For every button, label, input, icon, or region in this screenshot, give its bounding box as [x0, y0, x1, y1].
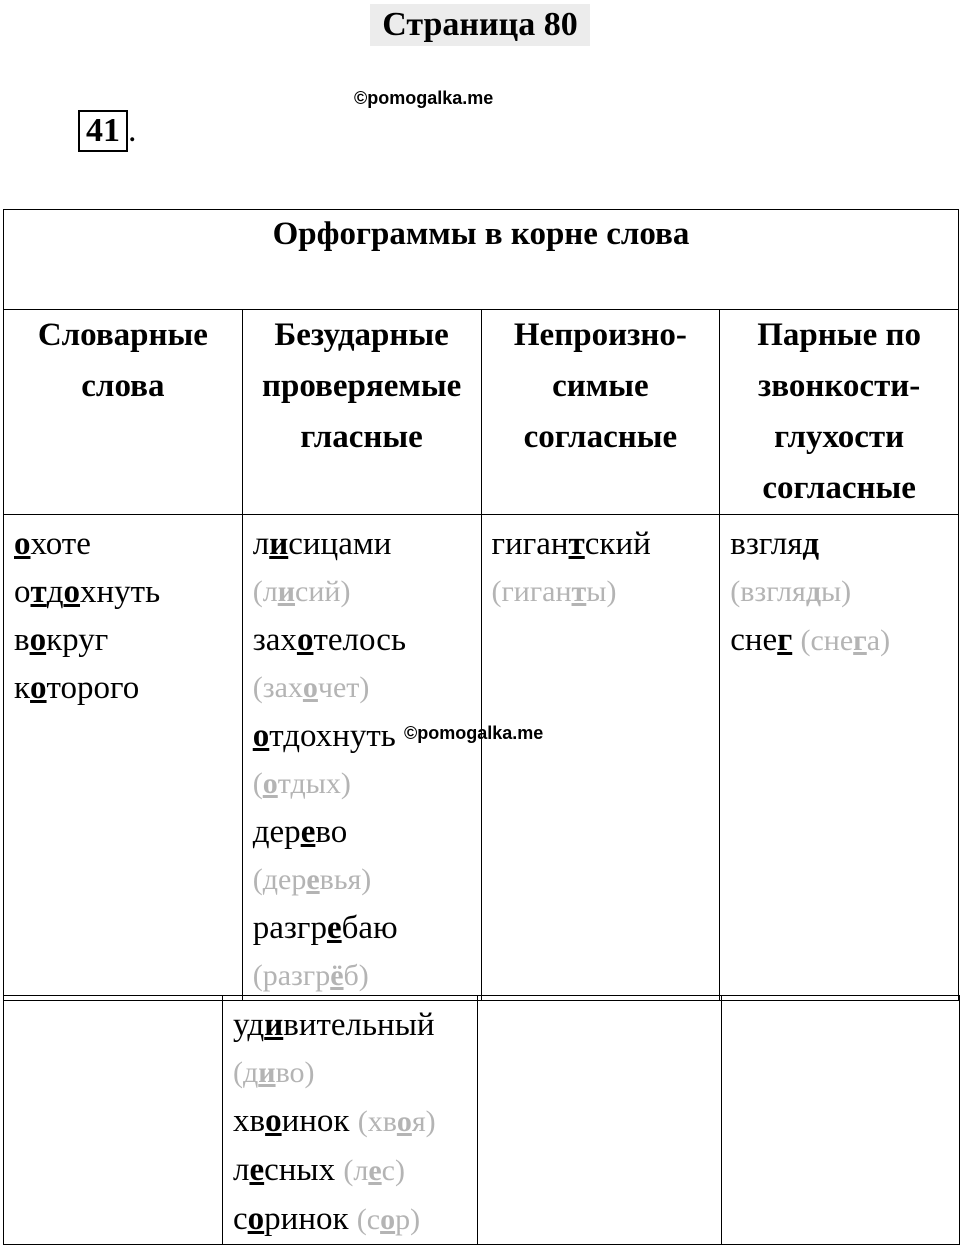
check-word: (захочет): [252, 671, 370, 704]
word: вокруг: [14, 622, 109, 658]
cell-unstressed-vowels: [242, 515, 481, 1001]
column-header-dictionary: [4, 310, 243, 515]
cell-dictionary-words: [4, 515, 243, 1001]
word: удивительный: [233, 1007, 435, 1043]
task-number: [78, 110, 137, 152]
word: хвоинок (хвоя): [233, 1103, 436, 1139]
check-word: (гиганты): [491, 575, 617, 608]
word: дерево: [252, 814, 348, 850]
cell-unstressed-vowels-cont: [223, 996, 478, 1245]
cell-paired-consonants: [720, 515, 959, 1001]
word: разгребаю: [252, 910, 398, 946]
column-header-line: согласные: [762, 470, 916, 506]
check-word: (разгрёб): [252, 959, 369, 992]
word: охоте: [14, 526, 91, 562]
column-header-paired: [720, 310, 959, 515]
column-header-line: Безударные: [274, 317, 449, 353]
cell-unpronounceable-consonants: [481, 515, 720, 1001]
table-title: Орфограммы в корне слова: [4, 210, 959, 310]
spelling-table-continuation: [3, 995, 960, 1245]
column-header-unpronounceable: [481, 310, 720, 515]
check-word: (деревья): [252, 863, 372, 896]
task-number-dot: .: [128, 112, 137, 149]
column-header-line: слова: [81, 368, 165, 404]
column-header-unstressed: [242, 310, 481, 515]
column-header-line: симые: [552, 368, 649, 404]
check-word: (диво): [233, 1056, 315, 1089]
column-header-line: глухости: [774, 419, 905, 455]
check-word: (лисий): [252, 575, 351, 608]
check-word: (лес): [343, 1154, 405, 1187]
word: захотелось: [252, 622, 406, 658]
column-header-line: согласные: [523, 419, 678, 455]
word: снег (снега): [730, 622, 891, 658]
column-header-line: Непроизно-: [513, 317, 687, 353]
page-title: Страница 80: [370, 4, 590, 46]
task-number-box: 41: [78, 110, 128, 152]
cell-dictionary-words-cont: [4, 996, 223, 1245]
column-header-line: Словарные: [37, 317, 208, 353]
check-word: (отдых): [252, 767, 351, 800]
column-header-line: гласные: [300, 419, 423, 455]
check-word: (сор): [356, 1203, 421, 1236]
watermark: ©pomogalka.me: [404, 723, 544, 743]
cell-paired-consonants-cont: [722, 996, 960, 1245]
spelling-table: [3, 209, 959, 1001]
word: отдохнуть: [14, 574, 161, 610]
check-word: (взгляды): [730, 575, 852, 608]
word: лесных (лес): [233, 1152, 405, 1188]
column-header-line: Парные по: [757, 317, 921, 353]
watermark: ©pomogalka.me: [354, 88, 494, 108]
word: лисицами: [252, 526, 392, 562]
word: гигантский: [491, 526, 651, 562]
word: отдохнуть: [252, 718, 396, 754]
check-word: (снега): [800, 624, 891, 657]
word: которого: [14, 670, 140, 706]
word: соринок (сор): [233, 1201, 421, 1237]
column-header-line: проверяемые: [261, 368, 462, 404]
check-word: (хвоя): [357, 1105, 436, 1138]
cell-unpronounceable-consonants-cont: [478, 996, 722, 1245]
word: взгляд: [730, 526, 820, 562]
column-header-line: звонкости-: [757, 368, 921, 404]
